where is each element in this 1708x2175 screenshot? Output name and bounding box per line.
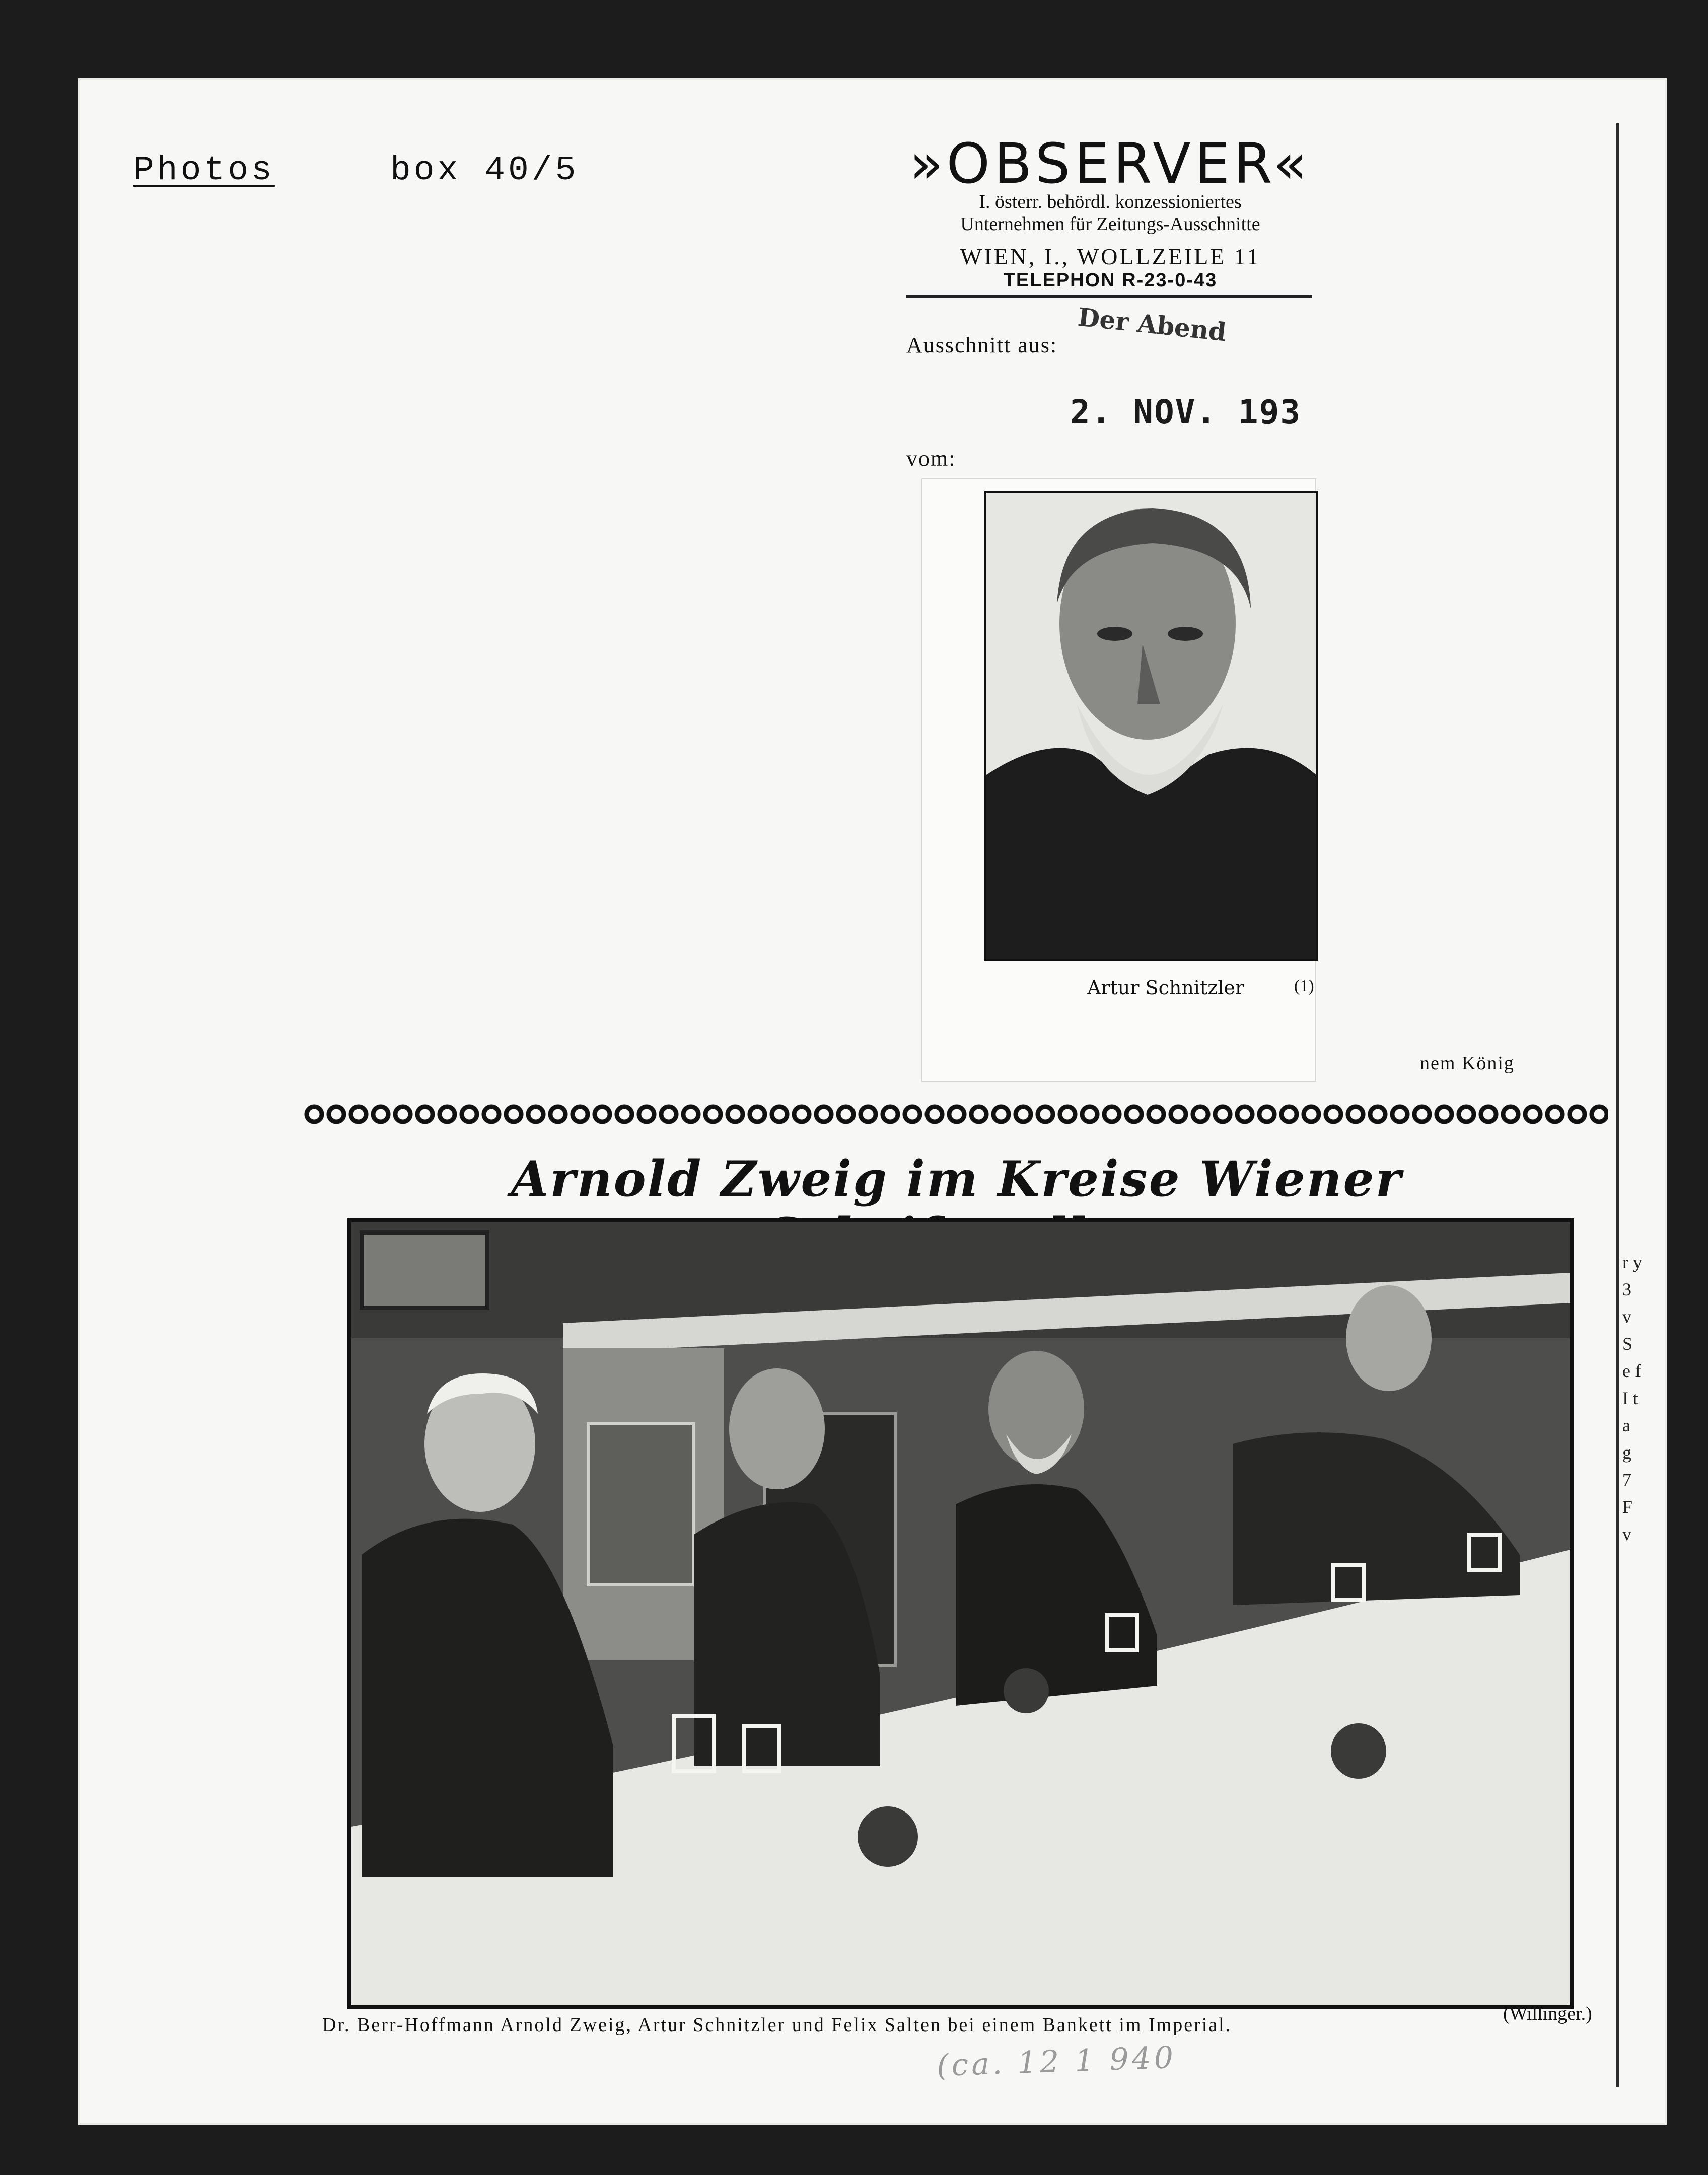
letterhead-rule — [906, 295, 1312, 298]
date-stamp: 2. NOV. 193 — [1070, 393, 1302, 431]
article-headline: Arnold Zweig im Kreise Wiener — [511, 1150, 1403, 1207]
agency-telephone: TELEPHON R-23-0-43 — [1003, 270, 1218, 292]
agency-name: »OBSERVER« — [909, 131, 1311, 196]
photo-credit: (Willinger.) — [1503, 2003, 1592, 2024]
photo-caption: Dr. Berr-Hoffmann Arnold Zweig, Artur Schnitzler und Felix Salten bei einem Bankett im Imperial. — [322, 2014, 1232, 2036]
portrait-drawing — [986, 493, 1316, 959]
margin-cut-text: r y 3 v S e f I t a g 7 F v — [1622, 1252, 1642, 1544]
pencil-annotation: (ca. 12 1 940 — [936, 2040, 1177, 2084]
archive-label: Photos — [133, 151, 275, 190]
decorative-chain-border — [303, 1103, 1608, 1126]
sheet-edge — [1616, 123, 1619, 2087]
source-label: Ausschnitt aus: — [906, 333, 1058, 357]
portrait-caption: Artur Schnitzler — [1087, 977, 1245, 999]
archive-box-number: box 40/5 — [390, 151, 579, 190]
banquet-drawing — [351, 1222, 1570, 2005]
portrait-caption-mark: (1) — [1294, 977, 1314, 995]
agency-address: WIEN, I., WOLLZEILE 11 — [960, 244, 1261, 270]
agency-line-1: I. österr. behördl. konzessioniertes — [979, 191, 1242, 212]
portrait-photo — [984, 491, 1318, 961]
agency-line-2: Unternehmen für Zeitungs-Ausschnitte — [960, 213, 1260, 235]
observer-letterhead — [904, 131, 1317, 292]
banquet-photo — [347, 1218, 1574, 2009]
date-label: vom: — [906, 446, 956, 471]
cut-off-text: nem König — [1420, 1053, 1515, 1074]
source-stamp: Der Abend — [1076, 302, 1228, 347]
